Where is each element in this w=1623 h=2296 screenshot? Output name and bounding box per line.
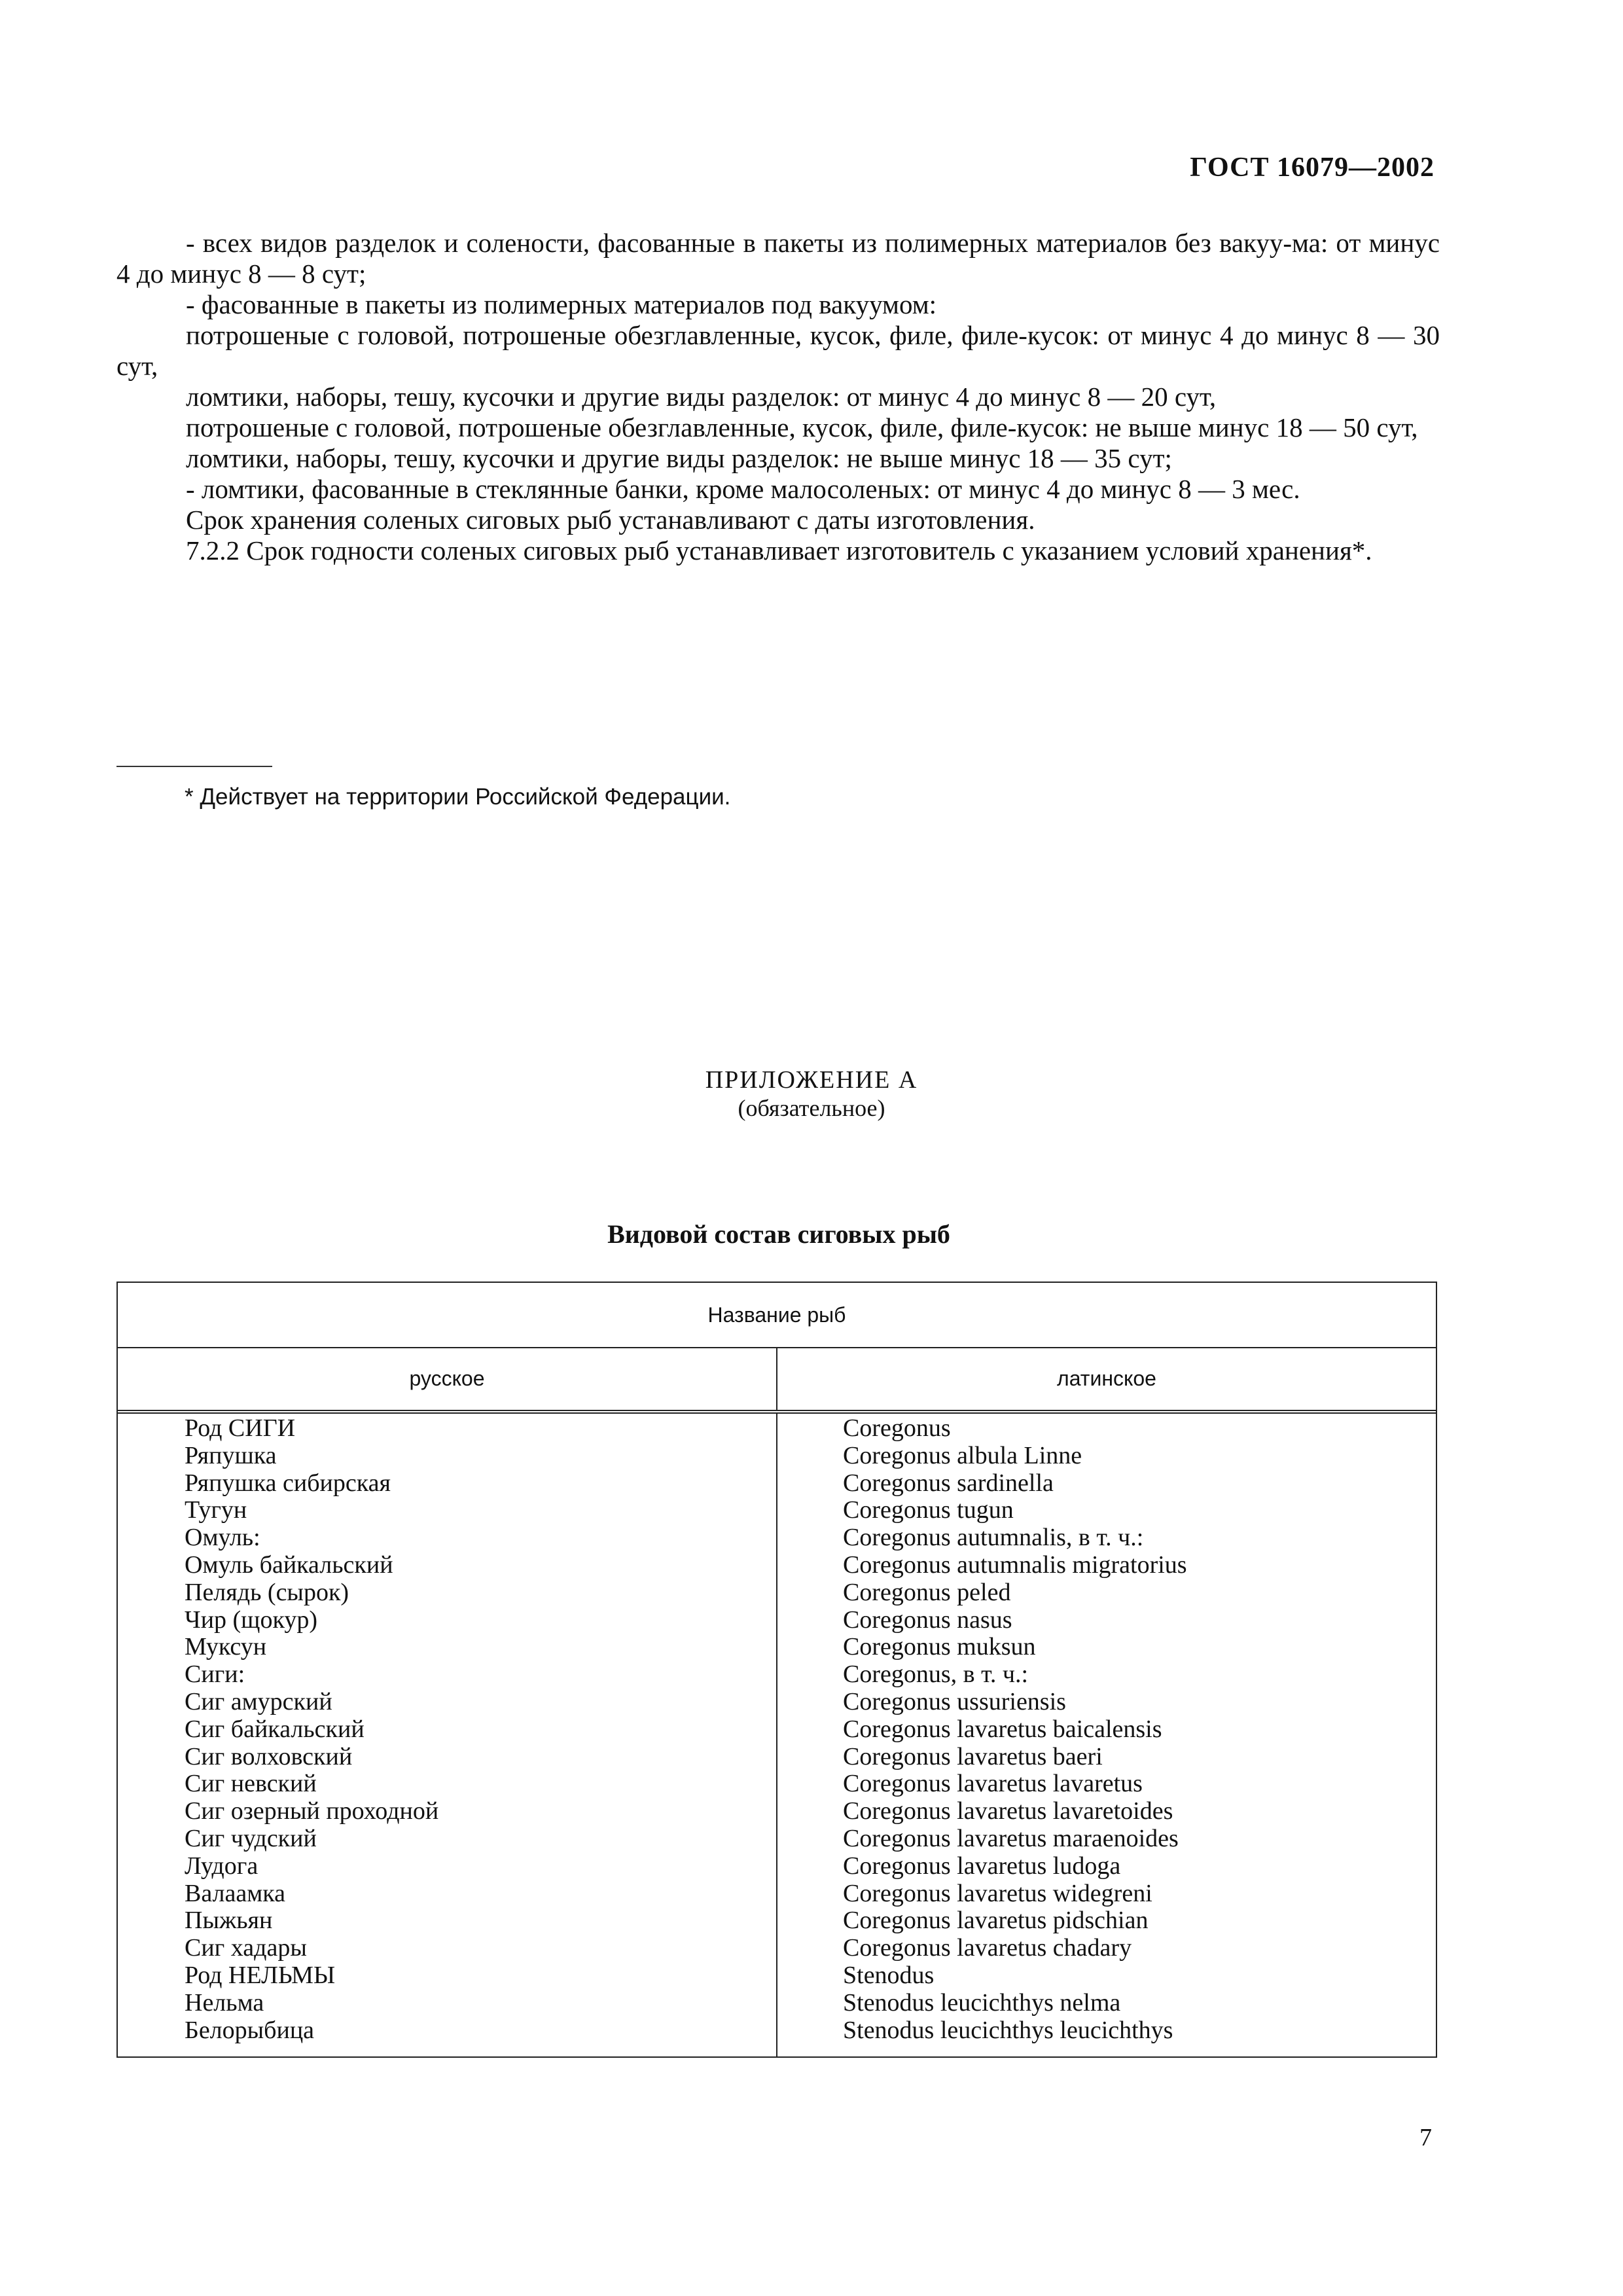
latin-name-cell: Stenodus leucichthys leucichthys [843, 2016, 1173, 2044]
latin-name-cell: Coregonus, в т. ч.: [843, 1660, 1029, 1689]
latin-name-cell: Coregonus peled [843, 1578, 1011, 1606]
latin-name-cell: Stenodus [843, 1961, 935, 1989]
latin-name-cell: Coregonus albula Linne [843, 1441, 1082, 1469]
paragraph: - ломтики, фасованные в стеклянные банки, кроме малосоленых: от минус 4 до минус 8 — 3 мес. [186, 474, 1300, 504]
latin-name-cell: Coregonus [843, 1414, 951, 1442]
russian-name-cell: Род НЕЛЬМЫ [185, 1961, 336, 1989]
table-column-headers [118, 1347, 1436, 1414]
latin-name-cell: Stenodus leucichthys nelma [843, 1988, 1121, 2017]
group-header-label: Название рыб [707, 1302, 846, 1327]
latin-name-cell: Coregonus lavaretus maraenoides [843, 1824, 1179, 1852]
russian-name-cell: Сиг хадары [185, 1934, 307, 1962]
russian-name-cell: Сиг озерный проходной [185, 1797, 439, 1825]
latin-name-cell: Coregonus nasus [843, 1605, 1012, 1634]
russian-names-list [118, 1414, 776, 2044]
russian-name-cell: Род СИГИ [185, 1414, 296, 1442]
latin-name-cell: Coregonus sardinella [843, 1469, 1054, 1497]
annex-subtitle: (обязательное) [738, 1095, 885, 1121]
russian-name-cell: Ряпушка [185, 1441, 277, 1469]
latin-name-cell: Coregonus lavaretus baicalensis [843, 1715, 1162, 1743]
annex-title: ПРИЛОЖЕНИЕ А [705, 1066, 918, 1094]
russian-name-cell: Омуль байкальский [185, 1551, 393, 1579]
russian-name-cell: Чир (щокур) [185, 1605, 318, 1634]
species-table [116, 1282, 1437, 2058]
paragraph: Срок хранения соленых сиговых рыб устанавливают с даты изготовления. [186, 505, 1035, 535]
latin-name-cell: Coregonus lavaretus widegreni [843, 1879, 1152, 1907]
russian-name-cell: Сиги: [185, 1660, 245, 1689]
russian-name-cell: Сиг волховский [185, 1742, 353, 1770]
latin-name-cell: Coregonus ussuriensis [843, 1687, 1066, 1715]
paragraph: 7.2.2 Срок годности соленых сиговых рыб устанавливает изготовитель с указанием условий хранения*. [186, 535, 1372, 565]
latin-names-list [777, 1414, 1436, 2044]
body-text [116, 228, 1440, 566]
page-number: 7 [1419, 2124, 1432, 2151]
russian-name-cell: Пелядь (сырок) [185, 1578, 349, 1606]
footnote-divider [116, 766, 272, 767]
latin-name-cell: Coregonus lavaretus baeri [843, 1742, 1103, 1770]
russian-name-cell: Пыжьян [185, 1907, 273, 1935]
paragraph: потрошеные с головой, потрошеные обезглавленные, кусок, филе, филе-кусок: от минус 4 до минус 8 — 30 сут, [116, 320, 1440, 381]
latin-name-cell: Coregonus lavaretus chadary [843, 1934, 1132, 1962]
latin-name-cell: Coregonus lavaretus ludoga [843, 1852, 1121, 1880]
latin-name-cell: Coregonus tugun [843, 1496, 1014, 1524]
latin-name-cell: Coregonus autumnalis, в т. ч.: [843, 1524, 1144, 1552]
russian-name-cell: Сиг чудский [185, 1824, 317, 1852]
latin-name-cell: Coregonus lavaretus lavaretus [843, 1770, 1143, 1798]
russian-name-cell: Лудога [185, 1852, 259, 1880]
russian-name-cell: Белорыбица [185, 2016, 315, 2044]
russian-name-cell: Ряпушка сибирская [185, 1469, 391, 1497]
paragraph: ломтики, наборы, тешу, кусочки и другие виды разделок: от минус 4 до минус 8 — 20 сут, [186, 382, 1217, 412]
russian-name-cell: Валаамка [185, 1879, 286, 1907]
latin-name-cell: Coregonus lavaretus pidschian [843, 1907, 1149, 1935]
russian-name-cell: Муксун [185, 1633, 267, 1661]
russian-name-cell: Сиг амурский [185, 1687, 332, 1715]
russian-name-cell: Нельма [185, 1988, 264, 2017]
table-title: Видовой состав сиговых рыб [607, 1219, 950, 1249]
table-body [118, 1414, 1436, 2056]
russian-name-cell: Омуль: [185, 1524, 260, 1552]
table-group-header [118, 1283, 1436, 1348]
paragraph: потрошеные с головой, потрошеные обезглавленные, кусок, филе, филе-кусок: не выше минус 18 — 50 сут, [186, 412, 1418, 442]
latin-names-column [777, 1414, 1436, 2056]
column-header-latin: латинское [1057, 1366, 1156, 1390]
footnote: * Действует на территории Российской Федерации. [185, 784, 731, 810]
latin-name-cell: Coregonus lavaretus lavaretoides [843, 1797, 1173, 1825]
column-header-russian: русское [118, 1347, 777, 1410]
paragraph: - всех видов разделок и солености, фасованные в пакеты из полимерных материалов без вакуу-ма: от минус 4 до минус 8 — 8 сут; [116, 228, 1440, 289]
russian-name-cell: Тугун [185, 1496, 247, 1524]
russian-name-cell: Сиг невский [185, 1770, 317, 1798]
latin-name-cell: Coregonus autumnalis migratorius [843, 1551, 1187, 1579]
paragraph: - фасованные в пакеты из полимерных материалов под вакуумом: [186, 289, 937, 319]
russian-names-column [118, 1414, 777, 2056]
paragraph: ломтики, наборы, тешу, кусочки и другие виды разделок: не выше минус 18 — 35 сут; [186, 443, 1172, 473]
latin-name-cell: Coregonus muksun [843, 1633, 1036, 1661]
document-header: ГОСТ 16079—2002 [1190, 152, 1435, 183]
russian-name-cell: Сиг байкальский [185, 1715, 365, 1743]
